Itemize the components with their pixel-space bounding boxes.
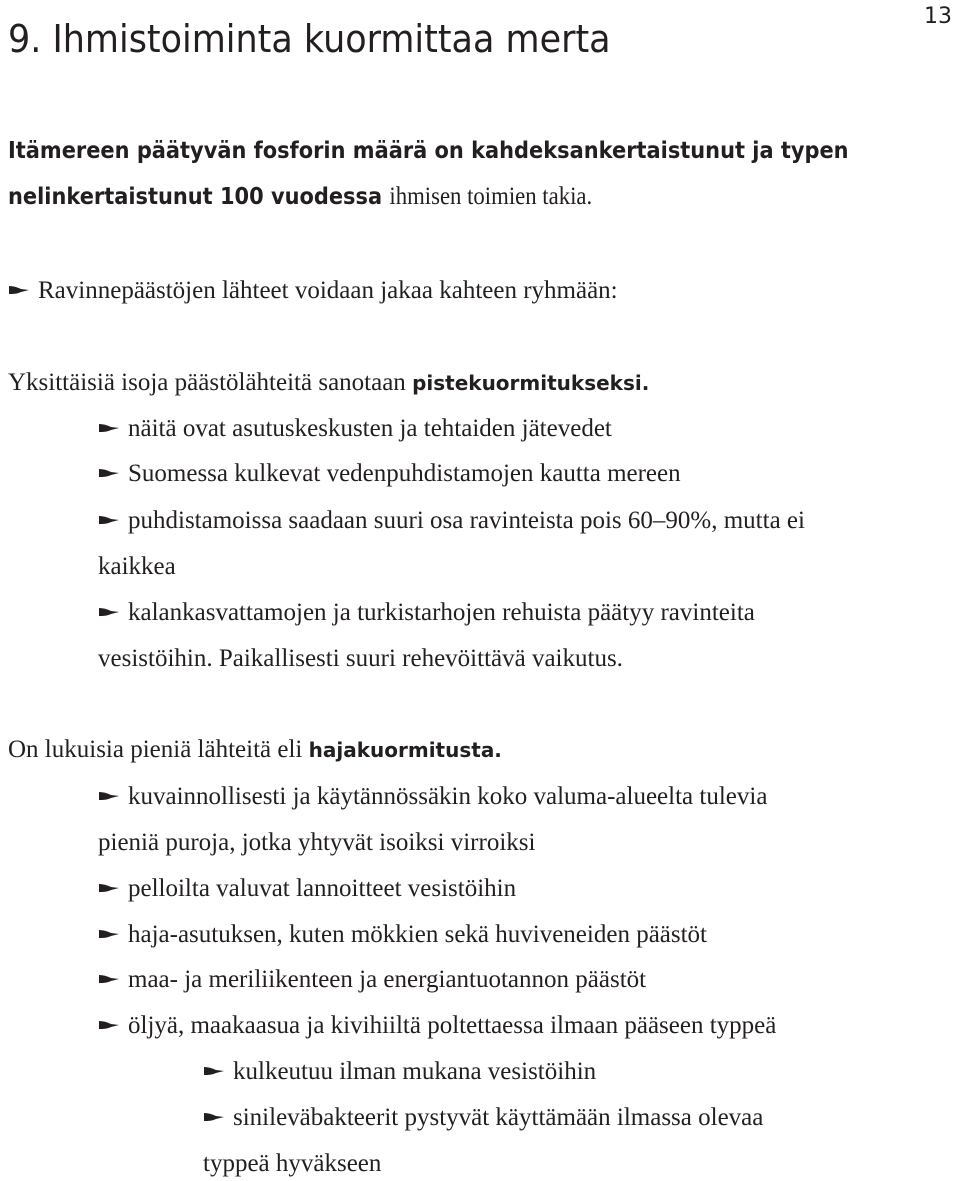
diffuse-subitem-1-text: kulkeutuu ilman mukana vesistöihin xyxy=(233,1058,597,1085)
diffuse-subitem-2-text: sinileväbakteerit pystyvät käyttämään ilmassa olevaa xyxy=(233,1104,764,1131)
sources-heading xyxy=(8,278,618,303)
point-sources-intro xyxy=(8,370,649,395)
diffuse-item-1 xyxy=(98,784,767,809)
diffuse-item-4 xyxy=(98,967,646,992)
diffuse-sources-intro xyxy=(8,737,502,762)
pointing-hand-icon xyxy=(98,466,120,480)
diffuse-item-3-text: haja-asutuksen, kuten mökkien sekä huviveneiden päästöt xyxy=(128,921,708,948)
point-item-3 xyxy=(98,508,805,533)
intro-bold-1: Itämereen päätyvän fosforin määrä on kahdeksankertaistunut ja typen xyxy=(8,138,849,164)
page-title: 9. Ihmistoiminta kuormittaa merta xyxy=(8,17,611,61)
pointing-hand-icon xyxy=(98,972,120,986)
page-number: 13 xyxy=(924,4,952,29)
point-item-4 xyxy=(98,600,755,625)
intro-line-1 xyxy=(8,140,849,163)
intro-bold-2: nelinkertaistunut 100 vuodessa xyxy=(8,184,383,210)
pointing-hand-icon xyxy=(8,283,30,297)
pointing-hand-icon xyxy=(98,513,120,527)
diffuse-item-3 xyxy=(98,922,707,947)
point-item-1-text: näitä ovat asutuskeskusten ja tehtaiden jätevedet xyxy=(128,415,612,442)
pointing-hand-icon xyxy=(203,1064,225,1078)
pointing-hand-icon xyxy=(98,421,120,435)
point-item-4-text: kalankasvattamojen ja turkistarhojen rehuista päätyy ravinteita xyxy=(128,599,755,626)
diffuse-item-5 xyxy=(98,1013,776,1038)
point-item-2-text: Suomessa kulkevat vedenpuhdistamojen kautta mereen xyxy=(128,460,681,487)
point-item-4-cont: vesistöihin. Paikallisesti suuri rehevöittävä vaikutus. xyxy=(98,645,623,672)
point-item-3-text: puhdistamoissa saadaan suuri osa ravinteista pois 60–90%, mutta ei xyxy=(128,507,805,534)
sources-heading-text: Ravinnepäästöjen lähteet voidaan jakaa kahteen ryhmään: xyxy=(38,277,618,304)
intro-line-2 xyxy=(8,184,592,209)
diffuse-item-1-cont: pieniä puroja, jotka yhtyvät isoiksi virroiksi xyxy=(98,829,536,856)
diffuse-item-1-text: kuvainnollisesti ja käytännössäkin koko valuma-alueelta tulevia xyxy=(128,783,768,810)
point-sources-intro-normal: Yksittäisiä isoja päästölähteitä sanotaan xyxy=(8,369,406,396)
pointing-hand-icon xyxy=(98,789,120,803)
pointing-hand-icon xyxy=(98,1018,120,1032)
diffuse-item-2 xyxy=(98,876,516,901)
diffuse-subitem-2-cont: typpeä hyväkseen xyxy=(203,1150,382,1177)
pointing-hand-icon xyxy=(98,605,120,619)
diffuse-sources-intro-bold: hajakuormitusta. xyxy=(308,738,502,762)
pointing-hand-icon xyxy=(98,927,120,941)
pointing-hand-icon xyxy=(203,1110,225,1124)
point-item-2 xyxy=(98,461,681,486)
diffuse-item-4-text: maa- ja meriliikenteen ja energiantuotannon päästöt xyxy=(128,966,647,993)
diffuse-item-5-text: öljyä, maakaasua ja kivihiiltä poltettaessa ilmaan pääseen typpeä xyxy=(128,1012,777,1039)
intro-normal-2: ihmisen toimien takia. xyxy=(389,183,593,210)
diffuse-item-2-text: pelloilta valuvat lannoitteet vesistöihin xyxy=(128,875,517,902)
point-sources-intro-bold: pistekuormitukseksi. xyxy=(412,371,650,395)
diffuse-sources-intro-normal: On lukuisia pieniä lähteitä eli xyxy=(8,736,303,763)
point-item-1 xyxy=(98,416,612,441)
diffuse-subitem-2 xyxy=(203,1105,763,1130)
point-item-3-cont: kaikkea xyxy=(98,553,176,580)
diffuse-subitem-1 xyxy=(203,1059,596,1084)
pointing-hand-icon xyxy=(98,881,120,895)
